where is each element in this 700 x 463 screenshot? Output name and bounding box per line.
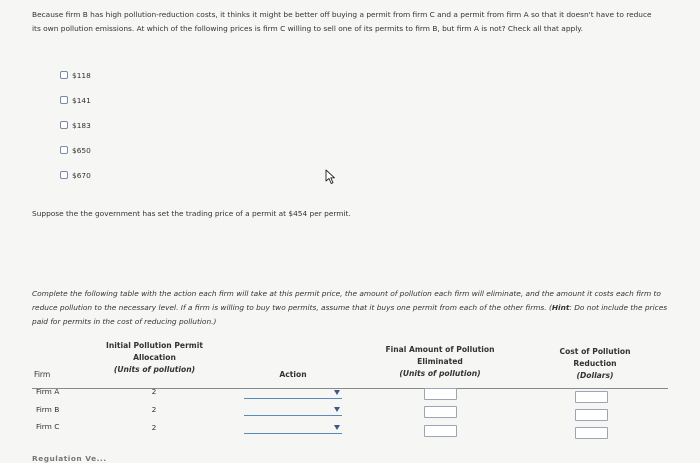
option-label: $183 xyxy=(72,120,91,130)
row-firm-b-allocation: 2 xyxy=(151,405,157,414)
row-firm-c-final-input[interactable] xyxy=(424,425,457,437)
dropdown-arrow-icon xyxy=(334,425,340,430)
row-firm-a-allocation: 2 xyxy=(151,387,157,396)
header-initial-units: (Units of pollution) xyxy=(113,365,196,374)
row-firm-a-action-dropdown[interactable] xyxy=(244,388,342,399)
row-firm-b-action-dropdown[interactable] xyxy=(244,405,342,416)
option-141[interactable] xyxy=(60,94,91,106)
row-firm-c-allocation: 2 xyxy=(151,423,157,432)
header-initial-line1: Initial Pollution Permit xyxy=(106,341,203,350)
header-final-amount xyxy=(370,344,510,380)
checkbox[interactable] xyxy=(60,146,68,154)
row-firm-c-cost-input[interactable] xyxy=(575,427,608,439)
header-firm: Firm xyxy=(34,370,51,379)
hint-label: Hint xyxy=(551,303,570,312)
header-initial-allocation xyxy=(92,340,217,376)
option-670[interactable] xyxy=(60,169,91,181)
option-label: $670 xyxy=(72,170,91,180)
header-final-units: (Units of pollution) xyxy=(399,369,481,378)
option-label: $650 xyxy=(72,145,91,155)
row-firm-c-action-dropdown[interactable] xyxy=(244,423,342,434)
dropdown-arrow-icon xyxy=(334,407,340,412)
row-firm-a-cost-input[interactable] xyxy=(575,391,608,403)
row-firm-b-label: Firm B xyxy=(36,405,60,414)
dropdown-arrow-icon xyxy=(334,390,340,395)
row-firm-a-final-input[interactable] xyxy=(424,388,457,400)
option-183[interactable] xyxy=(60,119,91,131)
checkbox[interactable] xyxy=(60,171,68,179)
header-action: Action xyxy=(279,370,307,379)
row-firm-b-cost-input[interactable] xyxy=(575,409,608,421)
checkbox[interactable] xyxy=(60,121,68,129)
row-firm-a-label: Firm A xyxy=(36,387,60,396)
option-label: $118 xyxy=(72,70,91,80)
header-initial-line2: Allocation xyxy=(133,353,176,362)
next-section-heading: Regulation Ve... xyxy=(32,454,107,463)
header-final-line1: Final Amount of Pollution xyxy=(385,345,495,354)
option-650[interactable] xyxy=(60,144,91,156)
header-final-line2: Eliminated xyxy=(417,357,463,366)
instructions-text-end: : Do not include the prices paid for permits in the cost of reducing pollution.) xyxy=(32,303,668,326)
option-118[interactable] xyxy=(60,69,91,81)
row-firm-c-label: Firm C xyxy=(36,422,60,431)
instructions-text: Complete the following table with the action each firm will take at this permit price, the amount of pollution each firm will eliminate, and the amount it costs each firm to reduce pollution to the necessary level. If a firm is willing to buy two permits, assume that it buys one permit from each of the other firms. ( xyxy=(32,289,661,312)
checkbox[interactable] xyxy=(60,96,68,104)
question-text: Because firm B has high pollution-reduction costs, it thinks it might be better off buying a permit from firm C and a permit from firm A so that it doesn't have to reduce its own pollution emissions. At which of the following prices is firm C willing to sell one of its permits to firm B, but firm A is not? Check all that apply. xyxy=(32,10,652,33)
option-label: $141 xyxy=(72,95,91,105)
permit-price-text: Suppose the the government has set the trading price of a permit at $454 per permit. xyxy=(32,209,351,218)
checkbox[interactable] xyxy=(60,71,68,79)
mouse-cursor-icon xyxy=(325,169,337,185)
row-firm-b-final-input[interactable] xyxy=(424,406,457,418)
table-header-divider xyxy=(32,388,668,389)
header-cost-line1: Cost of Pollution xyxy=(559,347,631,356)
table-instructions xyxy=(32,287,672,329)
header-cost xyxy=(545,346,645,382)
header-cost-line2: Reduction xyxy=(573,359,617,368)
header-cost-units: (Dollars) xyxy=(576,371,614,380)
